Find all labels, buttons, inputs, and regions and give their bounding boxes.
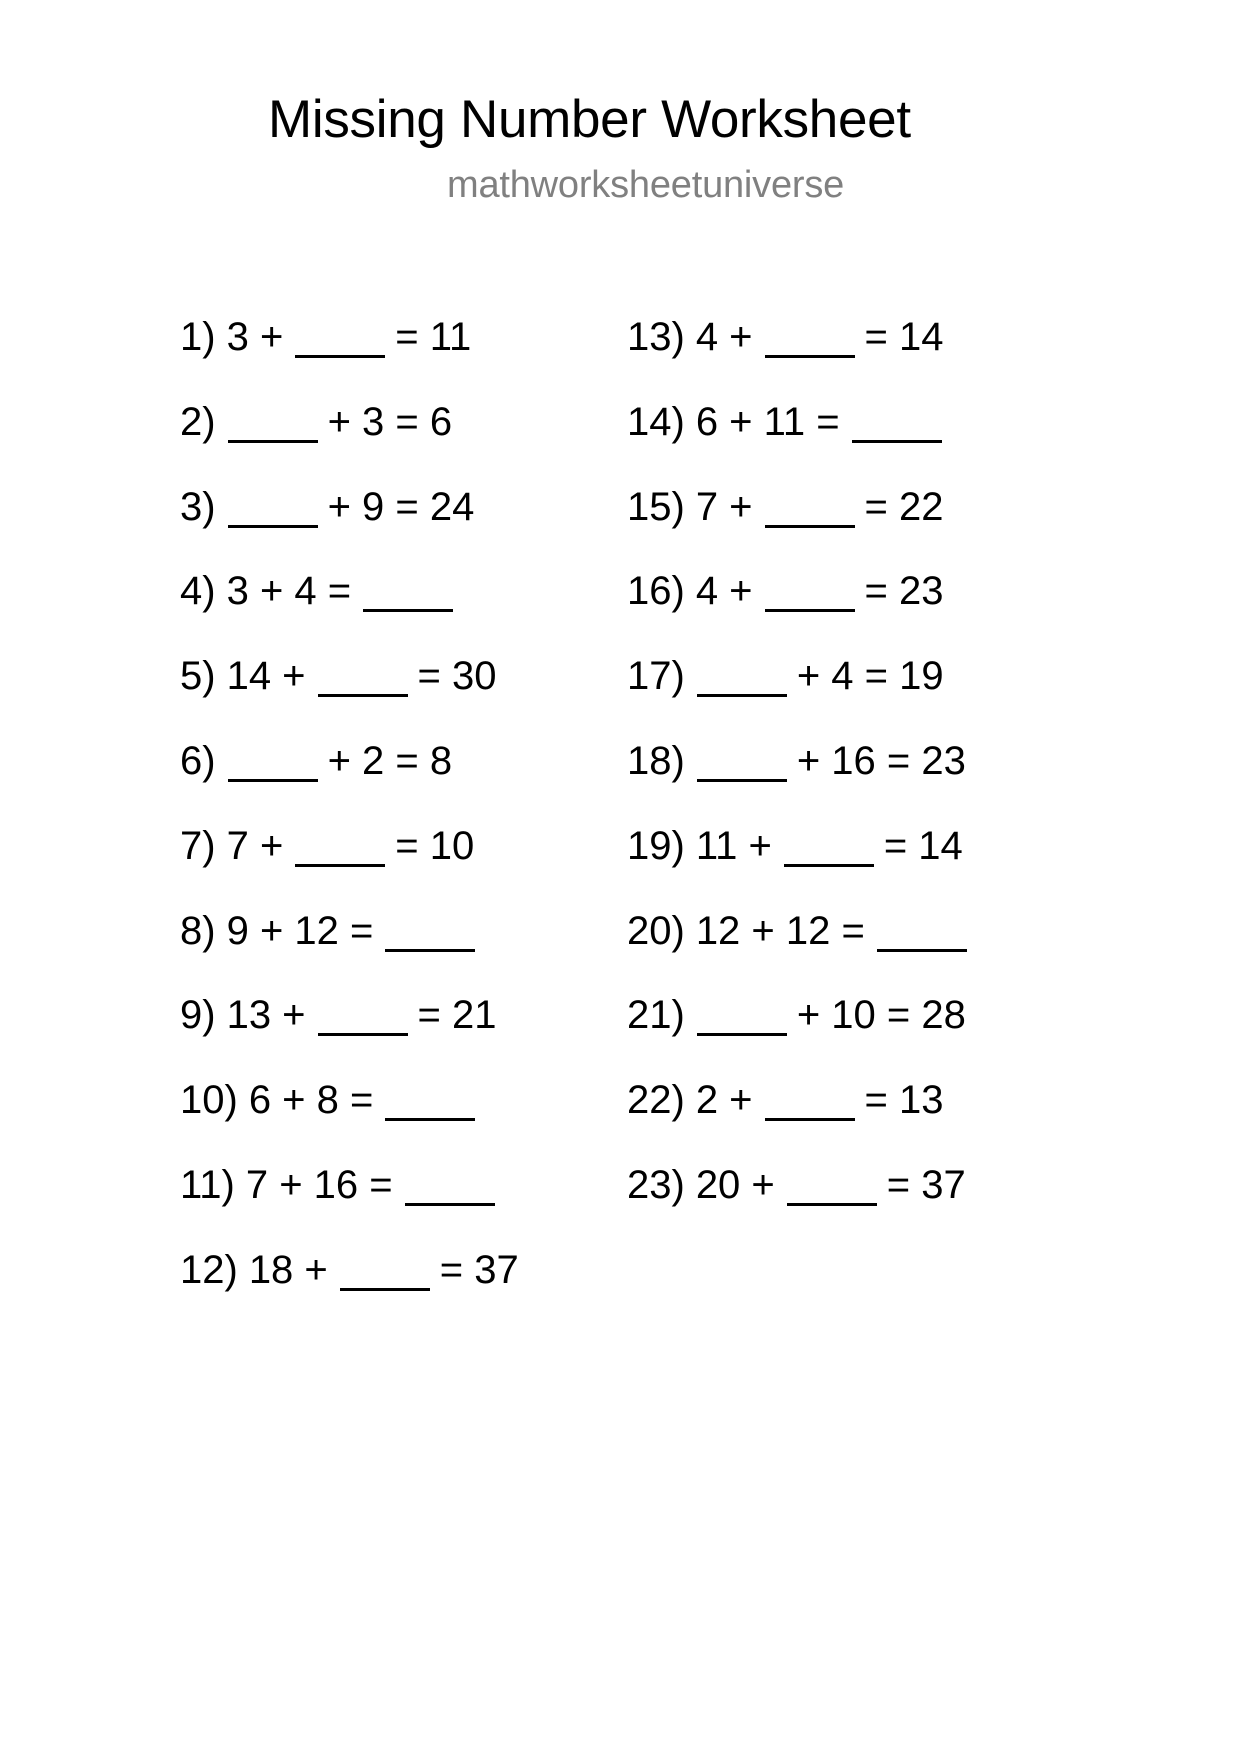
problem-number: 5) bbox=[180, 654, 216, 699]
answer-blank[interactable] bbox=[318, 1033, 408, 1036]
problem-number: 6) bbox=[180, 738, 216, 783]
answer-blank[interactable] bbox=[340, 1288, 430, 1291]
worksheet-source: mathworksheetuniverse bbox=[447, 164, 845, 206]
problem-right-expression: = 10 bbox=[395, 823, 475, 868]
problem-right-expression: + 9 = 24 bbox=[327, 484, 475, 529]
answer-blank[interactable] bbox=[697, 779, 787, 782]
problem-left-expression: 14 + bbox=[226, 654, 306, 699]
problem-right-expression: = 21 bbox=[417, 993, 497, 1038]
answer-blank[interactable] bbox=[228, 440, 318, 443]
problem-left-expression: 3 + 4 = bbox=[226, 569, 352, 614]
problem-item bbox=[180, 1073, 519, 1158]
answer-blank[interactable] bbox=[295, 355, 385, 358]
problem-right-expression: = 30 bbox=[417, 654, 497, 699]
problem-left-expression: 4 + bbox=[695, 569, 753, 614]
problem-number: 22) bbox=[627, 1078, 685, 1123]
answer-blank[interactable] bbox=[228, 779, 318, 782]
problem-number: 8) bbox=[180, 908, 216, 953]
problem-number: 19) bbox=[627, 823, 685, 868]
problem-left-expression: 2 + bbox=[695, 1078, 753, 1123]
answer-blank[interactable] bbox=[852, 440, 942, 443]
problem-item bbox=[627, 819, 977, 904]
problem-item bbox=[180, 310, 519, 395]
problem-item bbox=[180, 904, 519, 989]
problem-number: 12) bbox=[180, 1247, 238, 1292]
problem-item bbox=[180, 480, 519, 565]
problem-right-expression: = 23 bbox=[864, 569, 944, 614]
problem-right-expression: = 22 bbox=[864, 484, 944, 529]
problem-number: 1) bbox=[180, 315, 216, 359]
answer-blank[interactable] bbox=[787, 1203, 877, 1206]
problem-item bbox=[627, 480, 977, 565]
problem-item bbox=[180, 649, 519, 734]
answer-blank[interactable] bbox=[405, 1203, 495, 1206]
problem-number: 18) bbox=[627, 738, 685, 783]
answer-blank[interactable] bbox=[295, 864, 385, 867]
problem-right-expression: = 14 bbox=[883, 823, 963, 868]
problem-item bbox=[627, 1158, 977, 1243]
problem-left-expression: 7 + bbox=[226, 823, 284, 868]
worksheet-title: Missing Number Worksheet bbox=[268, 90, 911, 149]
answer-blank[interactable] bbox=[363, 609, 453, 612]
problem-right-expression: + 10 = 28 bbox=[796, 993, 966, 1038]
problem-item bbox=[180, 564, 519, 649]
answer-blank[interactable] bbox=[765, 525, 855, 528]
answer-blank[interactable] bbox=[765, 609, 855, 612]
problem-right-expression: = 11 bbox=[395, 315, 472, 359]
problem-left-expression: 7 + 16 = bbox=[245, 1162, 393, 1207]
problem-item bbox=[627, 904, 977, 989]
answer-blank[interactable] bbox=[765, 1118, 855, 1121]
problem-right-expression: + 3 = 6 bbox=[327, 399, 453, 444]
problem-item bbox=[180, 819, 519, 904]
problem-number: 4) bbox=[180, 569, 216, 614]
problem-number: 15) bbox=[627, 484, 685, 529]
answer-blank[interactable] bbox=[228, 525, 318, 528]
problem-right-expression: = 37 bbox=[439, 1247, 519, 1292]
problems-column-left bbox=[180, 310, 519, 1328]
problem-number: 2) bbox=[180, 399, 216, 444]
problem-right-expression: + 16 = 23 bbox=[796, 738, 966, 783]
problem-left-expression: 7 + bbox=[695, 484, 753, 529]
problem-number: 16) bbox=[627, 569, 685, 614]
answer-blank[interactable] bbox=[877, 949, 967, 952]
problem-left-expression: 6 + 8 = bbox=[248, 1078, 374, 1123]
problem-left-expression: 13 + bbox=[226, 993, 306, 1038]
problem-left-expression: 9 + 12 = bbox=[226, 908, 374, 953]
problem-number: 10) bbox=[180, 1078, 238, 1123]
answer-blank[interactable] bbox=[318, 694, 408, 697]
problem-left-expression: 3 + bbox=[226, 315, 284, 359]
problem-item bbox=[180, 734, 519, 819]
answer-blank[interactable] bbox=[765, 355, 855, 358]
problem-left-expression: 12 + 12 = bbox=[695, 908, 865, 953]
problem-number: 11) bbox=[180, 1162, 235, 1207]
problem-right-expression: = 13 bbox=[864, 1078, 944, 1123]
problem-left-expression: 18 + bbox=[248, 1247, 328, 1292]
problem-number: 20) bbox=[627, 908, 685, 953]
problem-item bbox=[627, 988, 977, 1073]
problems-column-right bbox=[627, 310, 977, 1243]
answer-blank[interactable] bbox=[784, 864, 874, 867]
problem-item bbox=[180, 988, 519, 1073]
problem-item bbox=[627, 564, 977, 649]
problem-right-expression: = 14 bbox=[864, 315, 944, 359]
problem-right-expression: + 2 = 8 bbox=[327, 738, 453, 783]
problem-item bbox=[627, 1073, 977, 1158]
problem-number: 17) bbox=[627, 654, 685, 699]
problem-left-expression: 20 + bbox=[695, 1162, 775, 1207]
problem-number: 3) bbox=[180, 484, 216, 529]
problem-item bbox=[627, 734, 977, 819]
problem-left-expression: 11 + bbox=[695, 823, 772, 868]
problem-number: 23) bbox=[627, 1162, 685, 1207]
problem-number: 14) bbox=[627, 399, 685, 444]
problem-left-expression: 4 + bbox=[695, 315, 753, 359]
answer-blank[interactable] bbox=[697, 694, 787, 697]
problem-item bbox=[180, 1243, 519, 1328]
problem-right-expression: = 37 bbox=[886, 1162, 966, 1207]
answer-blank[interactable] bbox=[385, 1118, 475, 1121]
problem-item bbox=[180, 395, 519, 480]
problem-left-expression: 6 + 11 = bbox=[695, 399, 840, 444]
problem-item bbox=[627, 649, 977, 734]
problem-item bbox=[180, 1158, 519, 1243]
problem-item bbox=[627, 395, 977, 480]
problem-number: 7) bbox=[180, 823, 216, 868]
problem-number: 9) bbox=[180, 993, 216, 1038]
answer-blank[interactable] bbox=[697, 1033, 787, 1036]
answer-blank[interactable] bbox=[385, 949, 475, 952]
problem-item bbox=[627, 310, 977, 395]
problem-right-expression: + 4 = 19 bbox=[796, 654, 944, 699]
problem-number: 21) bbox=[627, 993, 685, 1038]
problem-number: 13) bbox=[627, 315, 685, 359]
